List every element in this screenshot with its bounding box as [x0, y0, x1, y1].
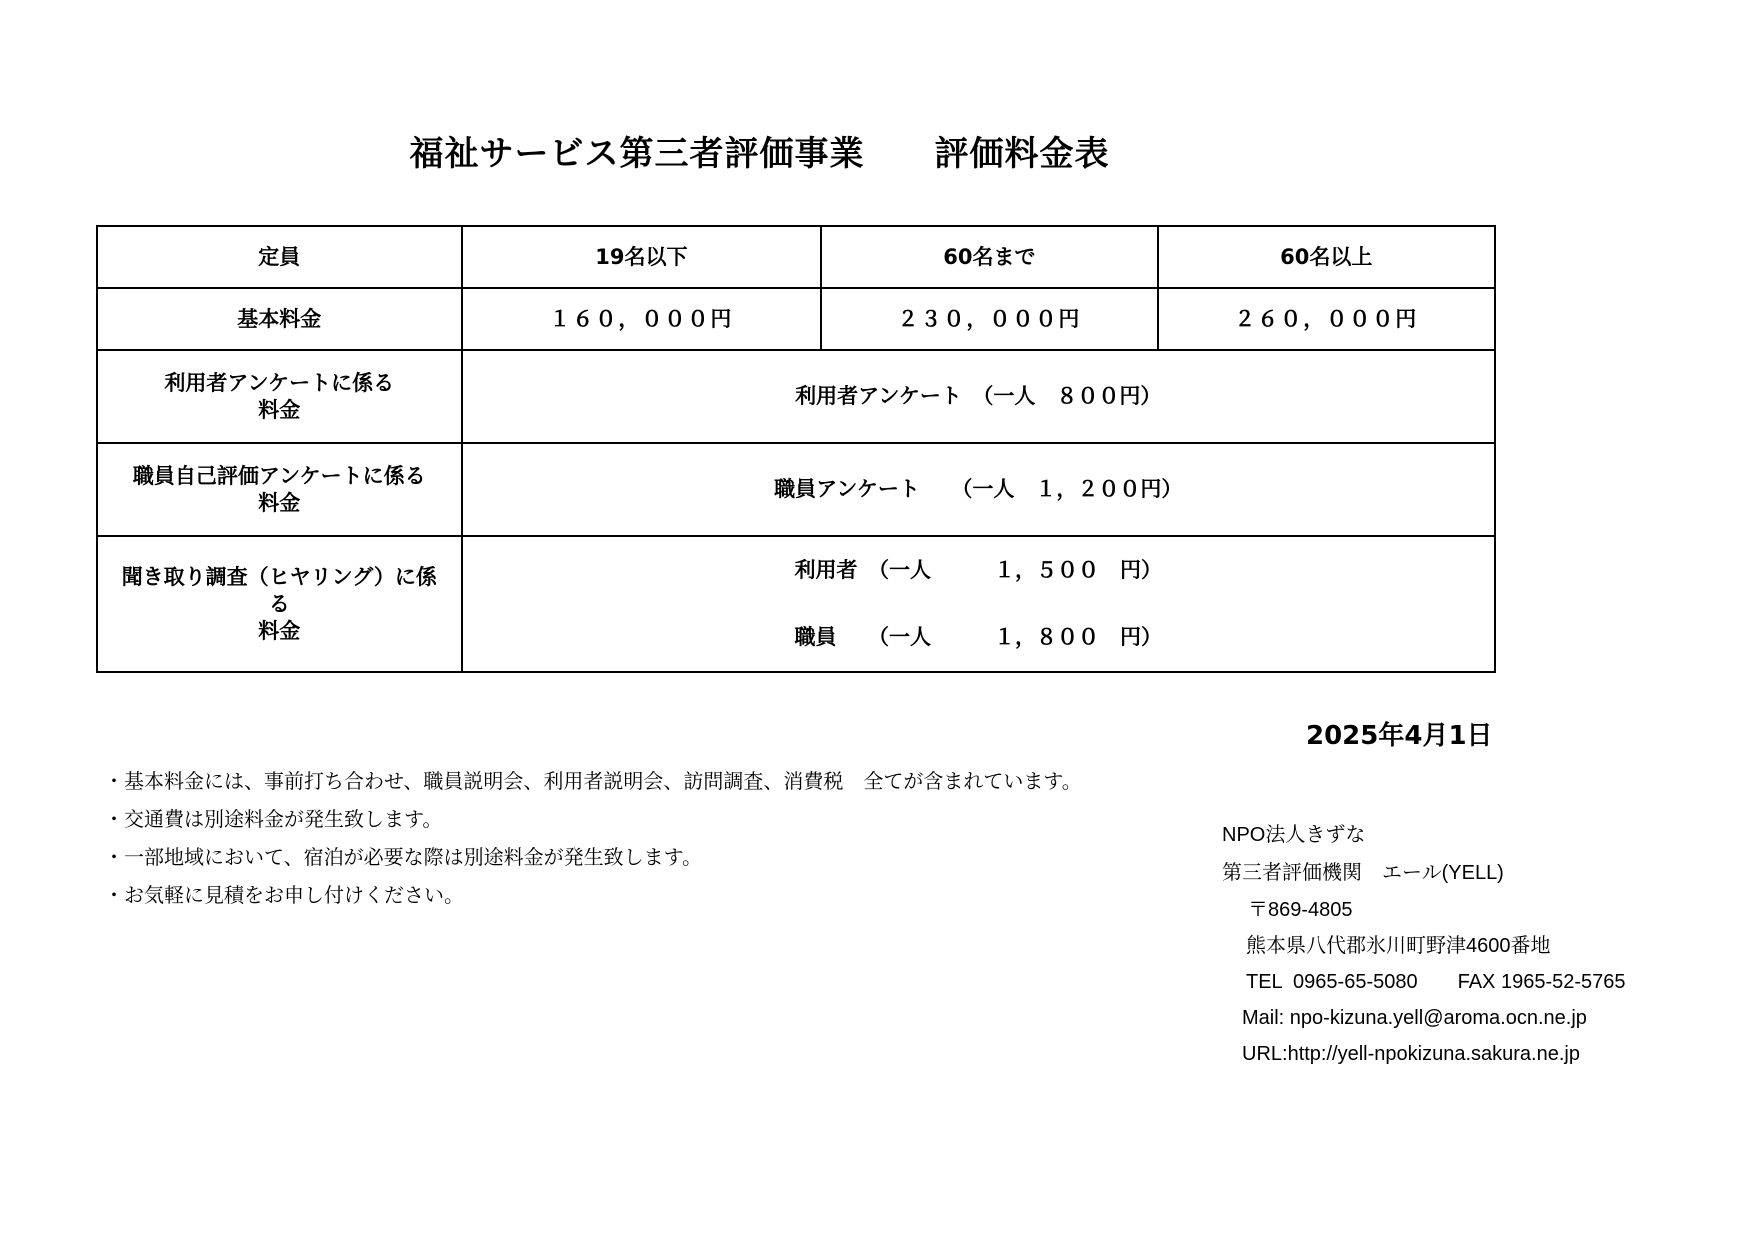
user-survey-label: [97, 350, 462, 443]
org-url: URL:http://yell-npokizuna.sakura.ne.jp: [1242, 1043, 1580, 1065]
hearing-label-line2: る: [268, 591, 290, 616]
notes-list: [104, 762, 1082, 914]
staff-survey-value: 職員アンケート （一人 １，２００円）: [462, 443, 1495, 536]
note-item: ・お気軽に見積をお申し付けください。: [104, 883, 464, 907]
user-survey-value: 利用者アンケート （一人 ８００円）: [462, 350, 1495, 443]
org-name: NPO法人きずな: [1222, 824, 1366, 846]
capacity-col-60-or-more: 60名以上: [1158, 226, 1495, 288]
staff-survey-label-line2: 料金: [258, 490, 301, 515]
note-item: ・交通費は別途料金が発生致します。: [104, 807, 443, 831]
basic-fee-value-up-to-60: ２３０，０００円: [821, 288, 1157, 350]
table-row-hearing: [97, 536, 1495, 672]
hearing-value: [462, 536, 1495, 672]
hearing-label-line3: 料金: [258, 618, 301, 643]
note-item: ・基本料金には、事前打ち合わせ、職員説明会、利用者説明会、訪問調査、消費税 全てが含まれています。: [104, 769, 1082, 793]
capacity-col-19-or-less: 19名以下: [462, 226, 822, 288]
table-row-basic-fee: [97, 288, 1495, 350]
org-email: Mail: npo-kizuna.yell@aroma.ocn.ne.jp: [1242, 1007, 1587, 1029]
staff-survey-label-line1: 職員自己評価アンケートに係る: [132, 463, 426, 488]
org-address: 熊本県八代郡氷川町野津4600番地: [1246, 935, 1551, 957]
org-postal-code: 〒869-4805: [1248, 899, 1353, 921]
note-item: ・一部地域において、宿泊が必要な際は別途料金が発生致します。: [104, 845, 702, 869]
hearing-label-line1: 聞き取り調査（ヒヤリング）に係: [121, 564, 437, 589]
organization-info: [1222, 816, 1626, 1072]
effective-date: 2025年4月1日: [1306, 721, 1493, 751]
staff-survey-label: [97, 443, 462, 536]
capacity-col-up-to-60: 60名まで: [821, 226, 1157, 288]
basic-fee-value-60-or-more: ２６０，０００円: [1158, 288, 1495, 350]
table-row-staff-survey: [97, 443, 1495, 536]
hearing-label: [97, 536, 462, 672]
basic-fee-value-19-or-less: １６０，０００円: [462, 288, 822, 350]
org-division: 第三者評価機関 エール(YELL): [1222, 862, 1504, 884]
capacity-label: 定員: [97, 226, 462, 288]
fee-table: [96, 225, 1496, 673]
hearing-user-fee: 利用者 （一人 １，５００ 円）: [794, 558, 1163, 582]
basic-fee-label: 基本料金: [97, 288, 462, 350]
user-survey-label-line1: 利用者アンケートに係る: [164, 370, 395, 395]
hearing-staff-fee: 職員 （一人 １，８００ 円）: [794, 625, 1163, 649]
page-title: 福祉サービス第三者評価事業 評価料金表: [409, 134, 1110, 174]
user-survey-label-line2: 料金: [258, 397, 301, 422]
table-row-user-survey: [97, 350, 1495, 443]
table-row-capacity: [97, 226, 1495, 288]
org-phone-fax: TEL 0965-65-5080 FAX 1965-52-5765: [1246, 971, 1626, 993]
